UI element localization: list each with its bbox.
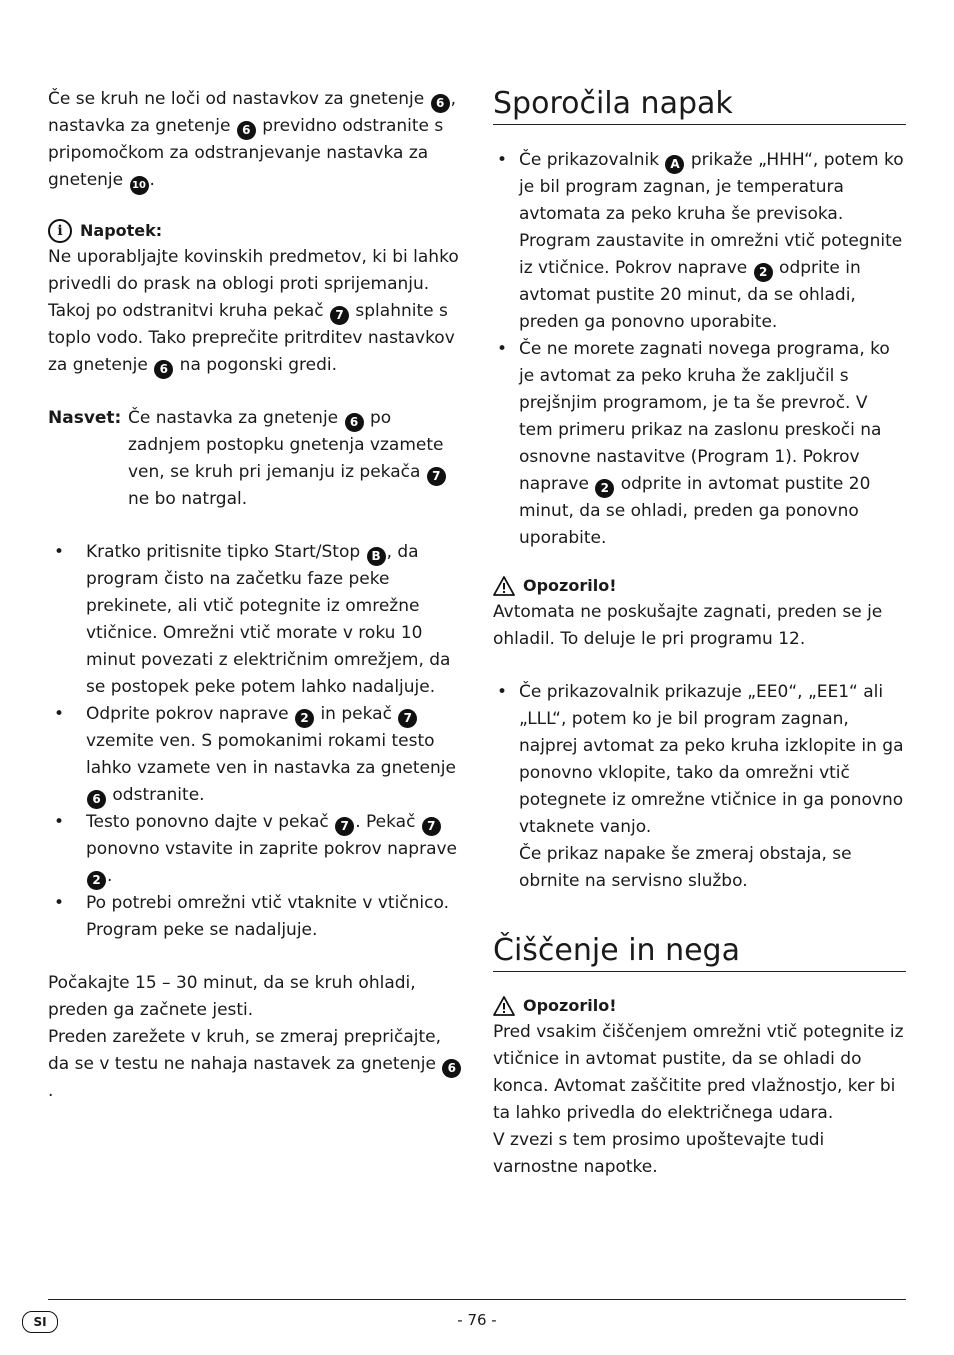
right-column: [493, 86, 906, 1181]
part-number-badge: 7: [422, 817, 441, 836]
part-number-badge: 2: [295, 709, 314, 728]
warning-header: [493, 992, 906, 1019]
part-number-badge: 2: [87, 871, 106, 890]
warning-icon: [493, 996, 515, 1016]
section-heading-errors: Sporočila napak: [493, 86, 906, 125]
warning-text-2: V zvezi s tem prosimo upoštevajte tudi varnostne napotke.: [493, 1130, 825, 1177]
tip-label: Nasvet:: [48, 408, 122, 428]
cutting-paragraph: Preden zarežete v kruh, se zmeraj prepričajte, da se v testu ne nahaja nastavek za gnetenje 6.: [48, 1024, 466, 1105]
part-number-badge: 7: [335, 817, 354, 836]
error-list-2: [493, 679, 906, 895]
part-number-badge: 7: [427, 467, 446, 486]
part-number-badge: 6: [442, 1059, 461, 1078]
warning-text: Avtomata ne poskušajte zagnati, preden se je ohladil. To deluje le pri programu 12.: [493, 602, 883, 649]
error-list: [493, 147, 906, 552]
list-item: • Po potrebi omrežni vtič vtaknite v vtičnico. Program peke se nadaljuje.: [48, 890, 466, 944]
list-item: • Odprite pokrov naprave 2 in pekač 7 vzemite ven. S pomokanimi rokami testo lahko vzamete ven in nastavka za gnetenje 6 odstranite.: [48, 701, 466, 809]
tip-block: [48, 405, 466, 513]
part-number-badge: 6: [87, 790, 106, 809]
part-number-badge: A: [665, 155, 684, 174]
part-number-badge: 6: [431, 94, 450, 113]
list-item: • Če prikazovalnik A prikaže „HHH“, potem ko je bil program zagnan, je temperatura avtomata za peko kruha še previsoka. Program zaustavite in omrežni vtič potegnite iz vtičnice. Pokrov naprave 2 odprite in avtomat pustite 20 minut, da se ohladi, preden ga ponovno uporabite.: [493, 147, 906, 336]
intro-paragraph: Če se kruh ne loči od nastavkov za gnetenje 6 , nastavka za gnetenje 6 previdno odstranite s pripomočkom za odstranjevanje nastavka za gnetenje 10 .: [48, 86, 466, 195]
part-number-badge: 7: [398, 709, 417, 728]
list-item: • Če prikazovalnik prikazuje „EE0“, „EE1“ ali „LLL“, potem ko je bil program zagnan, najprej avtomat za peko kruha izklopite in ga ponovno vklopite, tako da omrežni vtič potegnete iz omrežne vtičnice in ga ponovno vtaknete vanjo. Če prikaz napake še zmeraj obstaja, se obrnite na servisno službo.: [493, 679, 906, 895]
warning-header: [493, 572, 906, 599]
cooling-paragraph: Počakajte 15 – 30 minut, da se kruh ohladi, preden ga začnete jesti.: [48, 973, 416, 1020]
info-icon: i: [48, 219, 72, 243]
warning-icon: [493, 576, 515, 596]
part-number-badge: 6: [345, 413, 364, 432]
part-number-badge: 7: [330, 306, 349, 325]
steps-list: [48, 539, 466, 944]
part-number-badge: 6: [237, 121, 256, 140]
list-item: • Testo ponovno dajte v pekač 7 . Pekač 7 ponovno vstavite in zaprite pokrov naprave 2 .: [48, 809, 466, 890]
tip-text: Če nastavka za gnetenje 6 po zadnjem postopku gnetenja vzamete ven, se kruh pri jemanju iz pekača 7 ne bo natrgal.: [128, 405, 466, 513]
warning-text: Pred vsakim čiščenjem omrežni vtič potegnite iz vtičnice in avtomat pustite, da se ohladi do konca. Avtomat zaščitite pred vlažnostjo, ker bi ta lahko privedla do električnega udara.: [493, 1022, 904, 1123]
left-column: [48, 86, 466, 1105]
list-item: • Kratko pritisnite tipko Start/Stop B , da program čisto na začetku faze peke prekinete, ali vtič potegnite iz omrežne vtičnice. Omrežni vtič morate v roku 10 minut povezati z električnim omrežjem, da se postopek peke potem lahko nadaljuje.: [48, 539, 466, 701]
page-number: - 76 -: [457, 1311, 497, 1329]
part-number-badge: 10: [130, 176, 149, 195]
part-number-badge: 6: [154, 360, 173, 379]
part-number-badge: B: [367, 547, 386, 566]
part-number-badge: 2: [754, 263, 773, 282]
note-header: [48, 217, 466, 244]
section-heading-cleaning: Čiščenje in nega: [493, 933, 906, 972]
note-label: Napotek:: [80, 221, 163, 240]
warning-label: Opozorilo!: [523, 576, 617, 595]
language-badge: SI: [22, 1311, 58, 1333]
warning-label: Opozorilo!: [523, 996, 617, 1015]
part-number-badge: 2: [595, 479, 614, 498]
list-item: • Če ne morete zagnati novega programa, ko je avtomat za peko kruha že zaključil s prejšnjim programom, je ta še prevroč. V tem primeru prikaz na zaslonu preskoči na osnovne nastavitve (Program 1). Pokrov naprave 2 odprite in avtomat pustite 20 minut, da se ohladi, preden ga ponovno uporabite.: [493, 336, 906, 552]
note-text: Ne uporabljajte kovinskih predmetov, ki bi lahko privedli do prask na oblogi proti sprijemanju. Takoj po odstranitvi kruha pekač 7 splahnite s toplo vodo. Tako preprečite pritrditev nastavkov za gnetenje 6 na pogonski gredi.: [48, 244, 466, 379]
footer-divider: [48, 1299, 906, 1300]
